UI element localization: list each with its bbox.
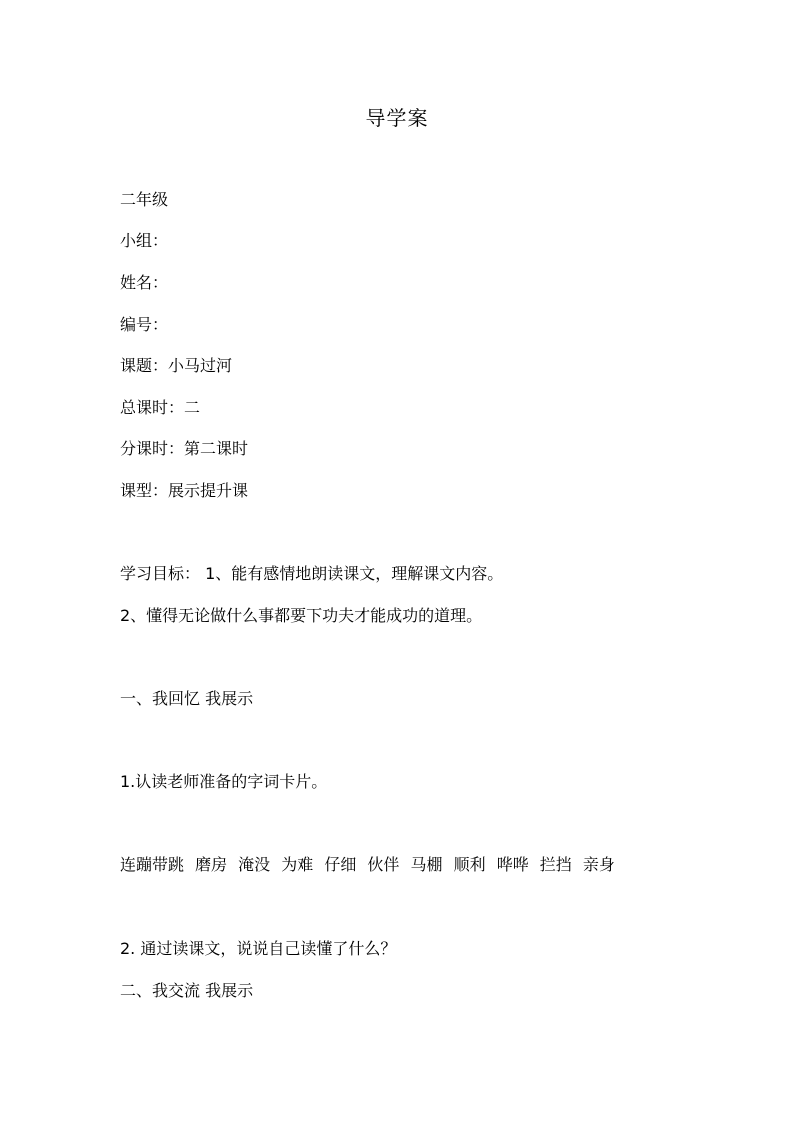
section-2-heading: 二、我交流 我展示 [120,981,254,1000]
section-1-item-2: 2. 通过读课文，说说自己读懂了什么？ [120,939,397,958]
name-line: 姓名： [120,273,169,292]
learning-goal-2: 2、懂得无论做什么事都要下功夫才能成功的道理。 [120,606,483,625]
lesson-type-line: 课型：展示提升课 [120,481,249,500]
vocabulary-list: 连蹦带跳 磨房 淹没 为难 仔细 伙伴 马棚 顺利 哗哗 拦挡 亲身 [120,855,615,874]
section-1-item-1: 1.认读老师准备的字词卡片。 [120,772,328,791]
learning-goal-1: 学习目标： 1、能有感情地朗读课文，理解课文内容。 [120,564,504,583]
document-title: 导学案 [365,106,429,130]
group-line: 小组： [120,231,169,250]
grade-line: 二年级 [120,190,169,209]
total-periods-line: 总课时：二 [120,398,201,417]
number-line: 编号： [120,315,169,334]
period-line: 分课时：第二课时 [120,439,249,458]
section-1-heading: 一、我回忆 我展示 [120,689,254,708]
topic-line: 课题：小马过河 [120,356,233,375]
